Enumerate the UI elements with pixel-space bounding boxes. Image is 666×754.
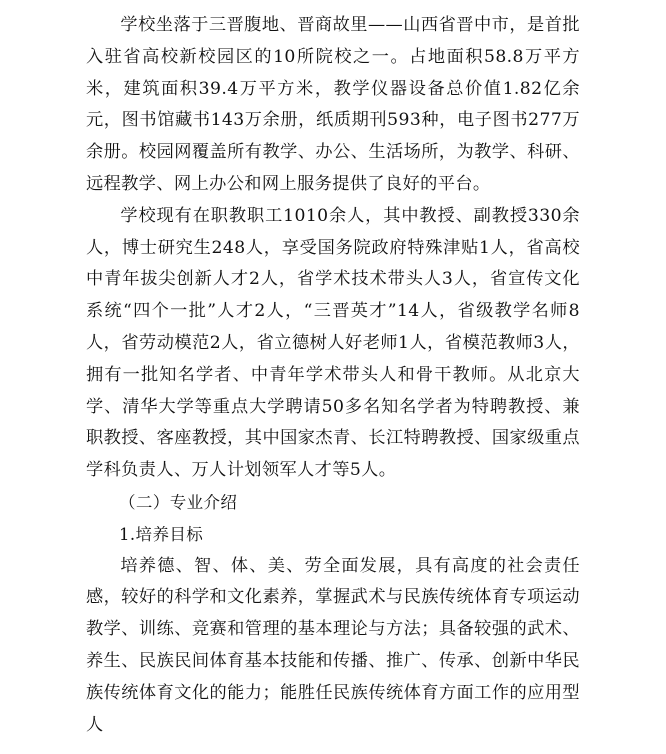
paragraph-faculty: 学校现有在职教职工1010余人，其中教授、副教授330余人，博士研究生248人，享受国务院政府特殊津贴1人，省高校中青年拔尖创新人才2人，省学术技术带头人3人，省宣传文化系统“四个一批”人才2人，“三晋英才”14人，省级教学名师8人，省劳动模范2人，省立德树人好老师1人，省模范教师3人，拥有一批知名学者、中青年学术带头人和骨干教师。从北京大学、清华大学等重点大学聘请50多名知名学者为特聘教授、兼职教授、客座教授，其中国家杰青、长江特聘教授、国家级重点学科负责人、万人计划领军人才等5人。 (86, 205, 580, 481)
paragraph-training-objectives: 培养德、智、体、美、劳全面发展，具有高度的社会责任感，较好的科学和文化素养，掌握武术与民族传统体育专项运动教学、训练、竞赛和管理的基本理论与方法；具备较强的武术、养生、民族民间体育基本技能和传播、推广、传承、创新中华民族传统体育文化的能力；能胜任民族传统体育方面工作的应用型人 (86, 555, 580, 735)
paragraph-campus-facilities: 学校坐落于三晋腹地、晋商故里——山西省晋中市，是首批入驻省高校新校园区的10所院校之一。占地面积58.8万平方米，建筑面积39.4万平方米，教学仪器设备总价值1.82亿余元，图书馆藏书143万余册，纸质期刊593种，电子图书277万余册。校园网覆盖所有教学、办公、生活场所，为教学、科研、远程教学、网上办公和网上服务提供了良好的平台。 (86, 15, 580, 194)
section-heading: （二）专业介绍 (119, 492, 238, 512)
subsection-heading: 1.培养目标 (119, 524, 204, 544)
